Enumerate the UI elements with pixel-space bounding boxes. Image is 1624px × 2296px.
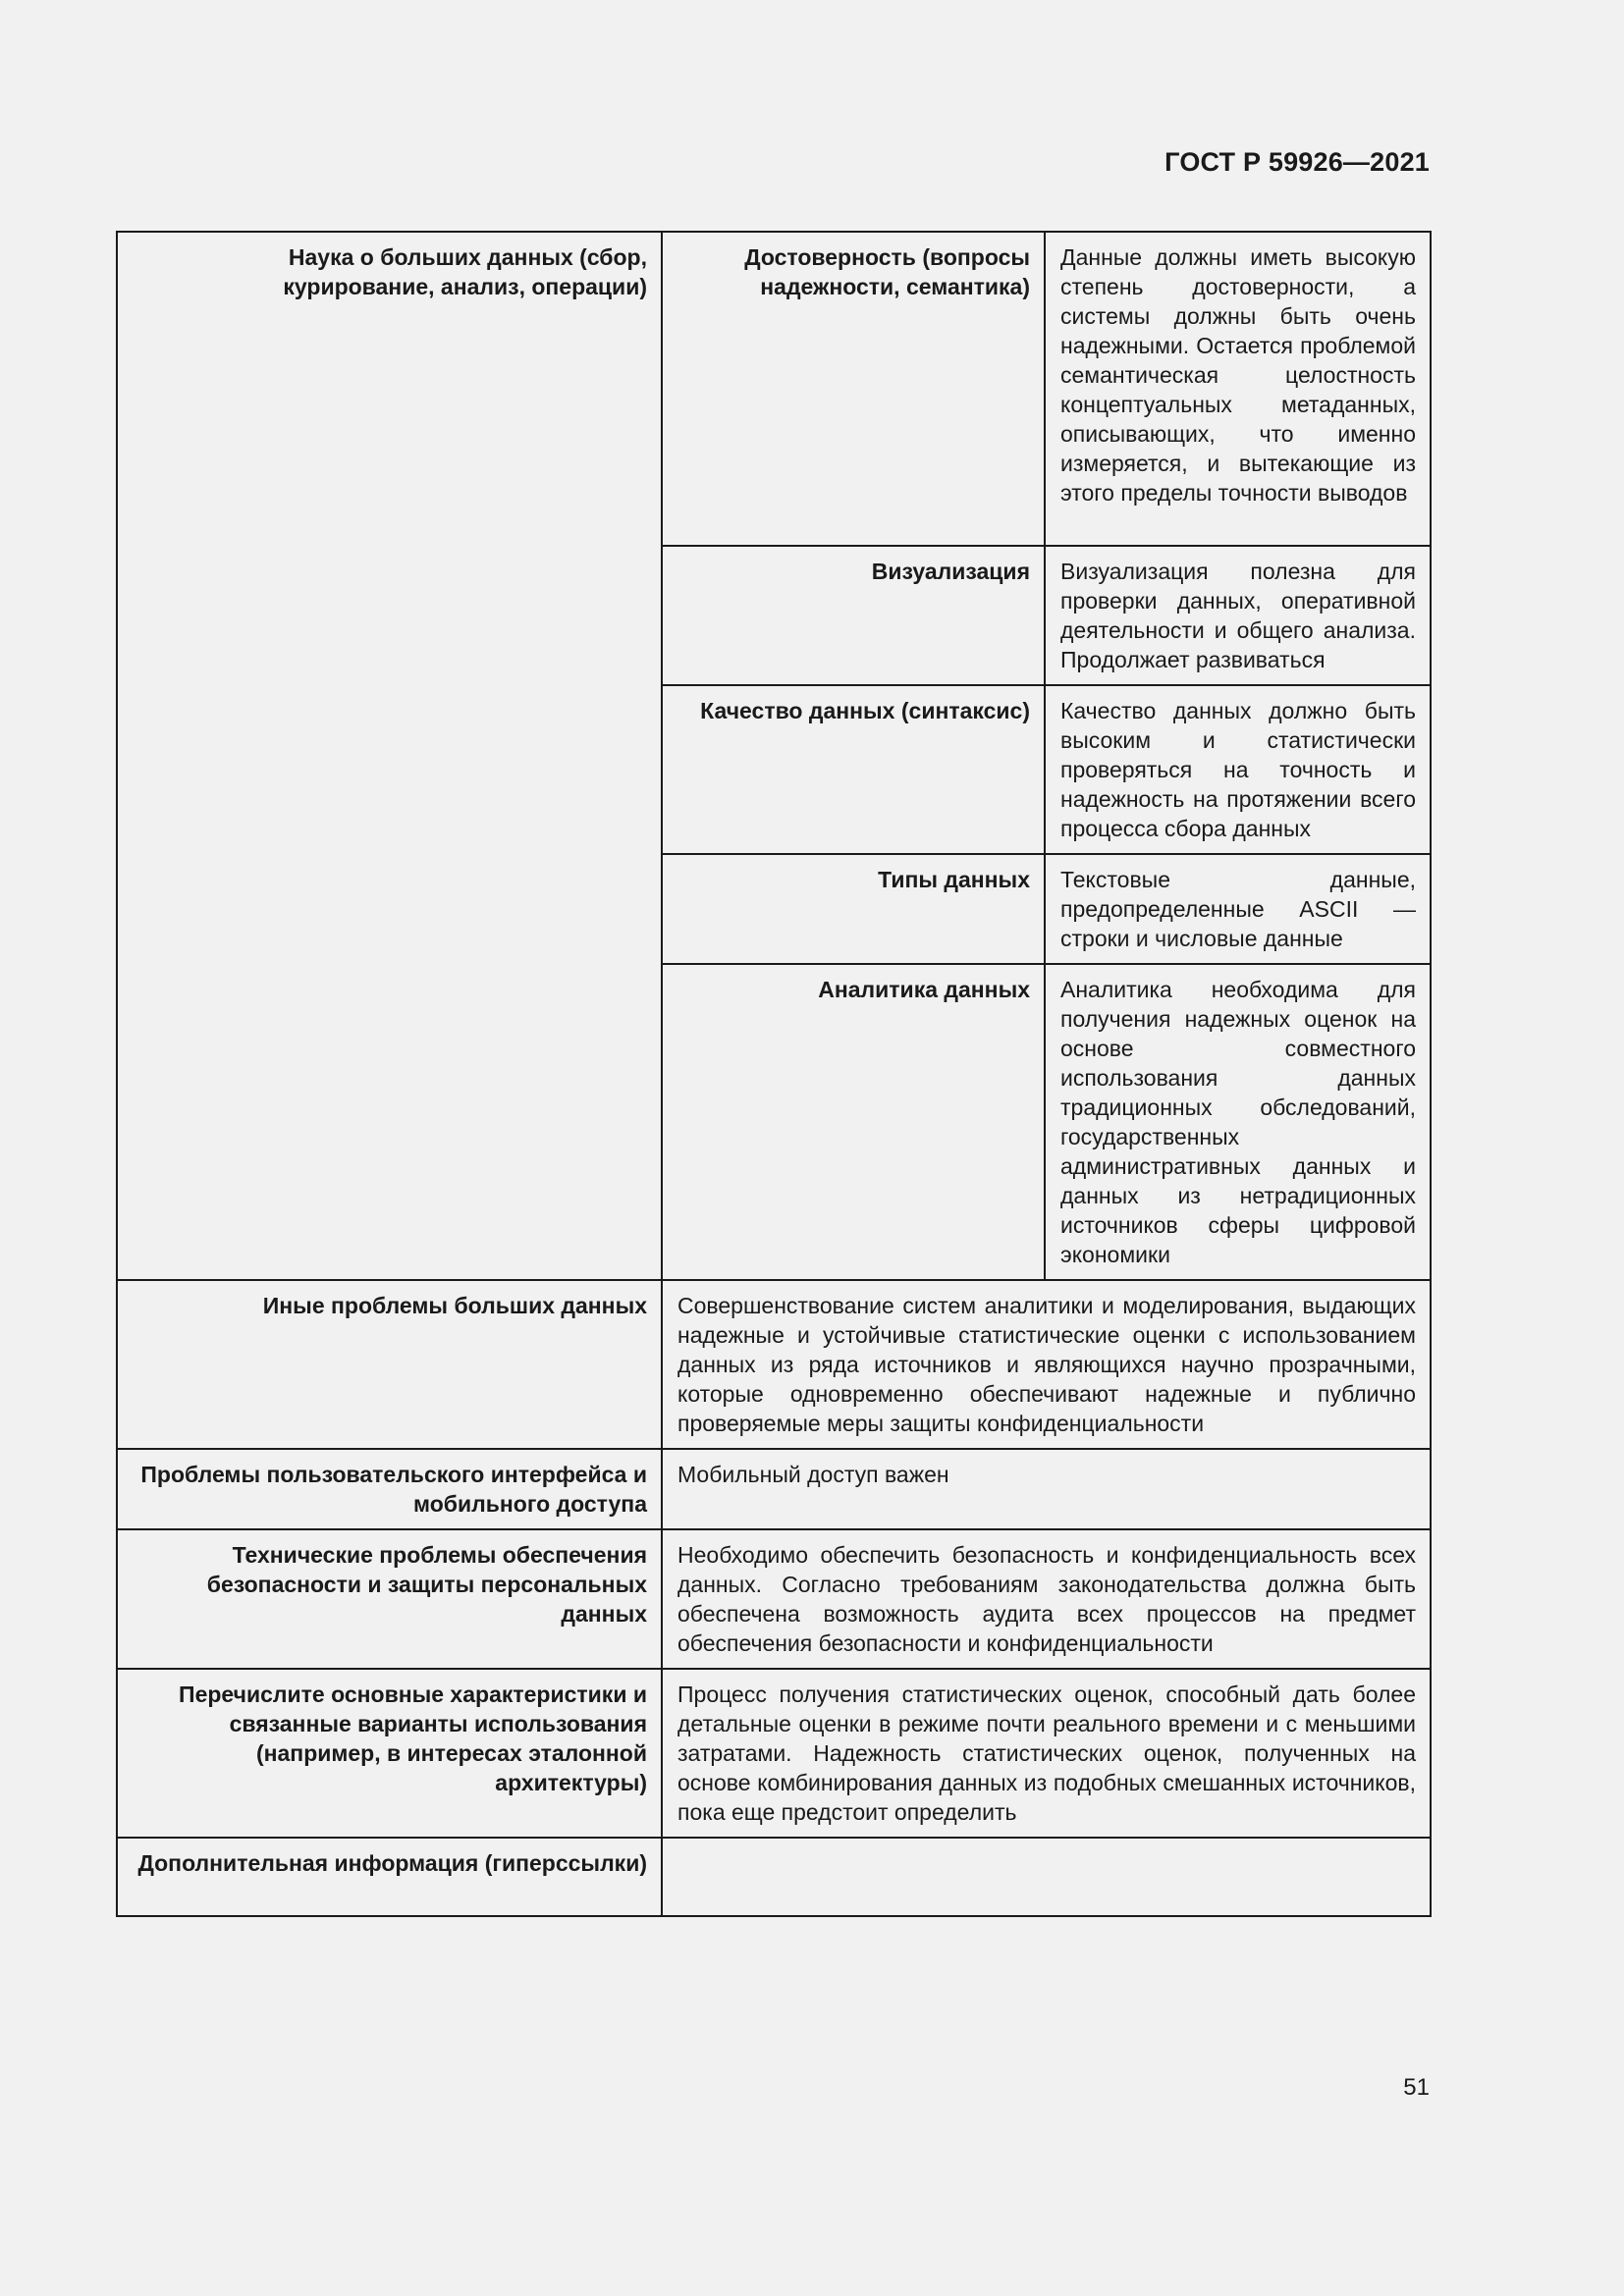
- page-number: 51: [1403, 2074, 1430, 2101]
- row-text: Совершенствование систем аналитики и моделирования, выдающих надежные и устойчивые статистические оценки с использованием данных из ряда источников и являющихся научно прозрачными, которые одновременно обеспечивают надежные и публично проверяемые меры защиты конфиденциальности: [662, 1280, 1431, 1449]
- row-text: Необходимо обеспечить безопасность и конфиденциальность всех данных. Согласно требованиям законодательства должна быть обеспечена возможность аудита всех процессов на предмет обеспечения безопасности и конфиденциальности: [662, 1529, 1431, 1669]
- table-row: [117, 1838, 1431, 1916]
- subcategory-label: Качество данных (синтаксис): [662, 685, 1045, 854]
- requirements-table: [116, 231, 1432, 1917]
- table-row: [117, 1529, 1431, 1669]
- row-label: Проблемы пользовательского интерфейса и мобильного доступа: [117, 1449, 662, 1529]
- row-label: Перечислите основные характеристики и связанные варианты использования (например, в интересах эталонной архитектуры): [117, 1669, 662, 1838]
- subcategory-text: Текстовые данные, предопределенные ASCII — строки и числовые данные: [1045, 854, 1431, 964]
- table-row: [117, 1280, 1431, 1449]
- subcategory-text: Визуализация полезна для проверки данных, оперативной деятельности и общего анализа. Продолжает развиваться: [1045, 546, 1431, 685]
- row-label: Иные проблемы больших данных: [117, 1280, 662, 1449]
- subcategory-text: Аналитика необходима для получения надежных оценок на основе совместного использования данных традиционных обследований, государственных административных данных и данных из нетрадиционных источников сферы цифровой экономики: [1045, 964, 1431, 1280]
- subcategory-text: Данные должны иметь высокую степень достоверности, а системы должны быть очень надежными. Остается проблемой семантическая целостность концептуальных метаданных, описывающих, что именно измеряется, и вытекающие из этого пределы точности выводов: [1045, 232, 1431, 546]
- science-category-label: Наука о больших данных (сбор, курирование, анализ, операции): [117, 232, 662, 1280]
- table-row: [117, 232, 1431, 546]
- subcategory-label: Достоверность (вопросы надежности, семантика): [662, 232, 1045, 546]
- row-text: Мобильный доступ важен: [662, 1449, 1431, 1529]
- document-code: ГОСТ Р 59926—2021: [1164, 147, 1430, 177]
- table-row: [117, 1449, 1431, 1529]
- subcategory-label: Визуализация: [662, 546, 1045, 685]
- row-text: [662, 1838, 1431, 1916]
- subcategory-label: Аналитика данных: [662, 964, 1045, 1280]
- subcategory-text: Качество данных должно быть высоким и статистически проверяться на точность и надежность на протяжении всего процесса сбора данных: [1045, 685, 1431, 854]
- subcategory-label: Типы данных: [662, 854, 1045, 964]
- row-label: Дополнительная информация (гиперссылки): [117, 1838, 662, 1916]
- row-text: Процесс получения статистических оценок, способный дать более детальные оценки в режиме почти реального времени и с меньшими затратами. Надежность статистических оценок, полученных на основе комбинирования данных из подобных смешанных источников, пока еще предстоит определить: [662, 1669, 1431, 1838]
- row-label: Технические проблемы обеспечения безопасности и защиты персональных данных: [117, 1529, 662, 1669]
- table-row: [117, 1669, 1431, 1838]
